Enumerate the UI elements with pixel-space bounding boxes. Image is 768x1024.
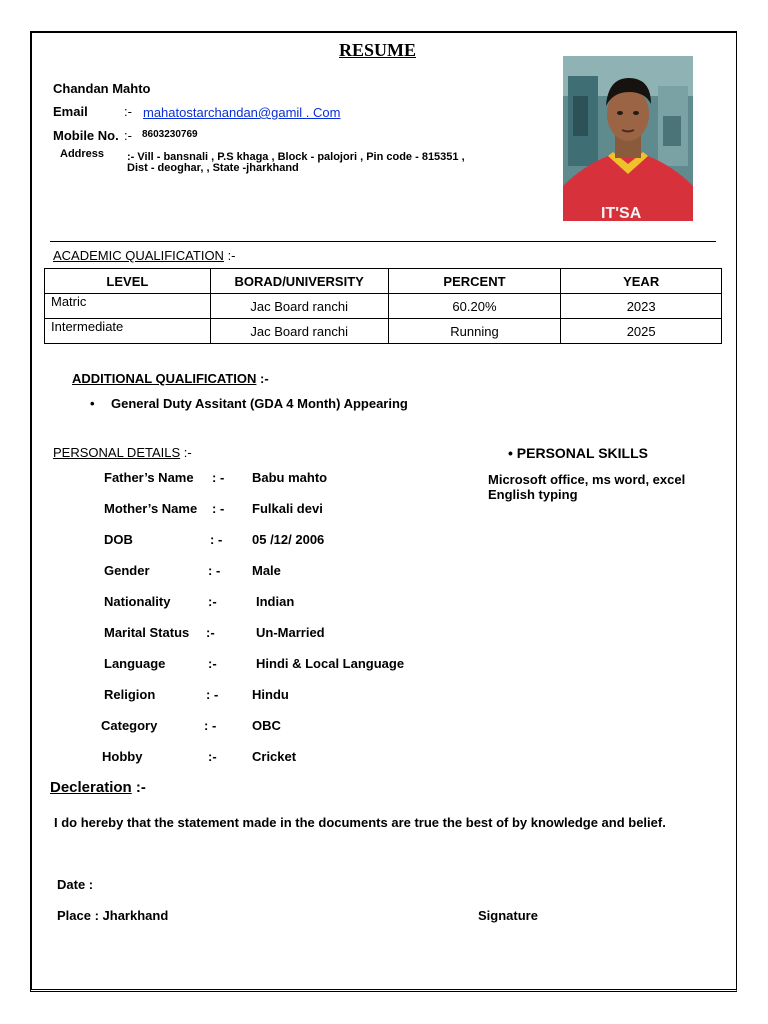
detail-label: Category: [101, 718, 158, 733]
academic-heading: [53, 248, 236, 263]
declaration-heading-suffix: :-: [131, 779, 146, 796]
profile-photo: [563, 56, 693, 221]
column-header-level: LEVEL: [45, 269, 211, 294]
table-cell-percent: 60.20%: [388, 294, 561, 319]
detail-value: Hindu: [252, 687, 289, 702]
personal-heading: [53, 445, 192, 460]
detail-separator: : -: [210, 532, 223, 547]
table-row: [45, 294, 722, 319]
table-cell-board: Jac Board ranchi: [210, 294, 388, 319]
detail-label: Gender: [104, 563, 150, 578]
academic-heading-text: ACADEMIC QUALIFICATION: [53, 248, 224, 263]
detail-separator: : -: [206, 687, 219, 702]
detail-value: Babu mahto: [252, 470, 328, 485]
mobile-label: Mobile No.: [53, 128, 119, 143]
detail-value: 05 /12/ 2006: [252, 532, 325, 547]
declaration-heading: [50, 779, 146, 796]
place-label: Place : Jharkhand: [57, 908, 169, 923]
skills-heading: • PERSONAL SKILLS: [508, 445, 648, 461]
column-header-percent: PERCENT: [388, 269, 561, 294]
date-label: Date :: [57, 877, 94, 892]
email-link[interactable]: mahatostarchandan@gamil . Com: [143, 105, 341, 120]
detail-value: Hindi & Local Language: [256, 656, 405, 671]
detail-separator: :-: [208, 594, 217, 609]
table-cell-board: Jac Board ranchi: [210, 319, 388, 344]
detail-value: Indian: [256, 594, 295, 609]
bullet-icon: •: [90, 396, 95, 411]
table-cell-level: Intermediate: [45, 319, 211, 344]
personal-heading-text: PERSONAL DETAILS: [53, 445, 181, 460]
mobile-value: 8603230769: [142, 129, 198, 140]
additional-heading-text: ADDITIONAL QUALIFICATION: [72, 371, 257, 386]
detail-value: Fulkali devi: [252, 501, 323, 516]
column-header-year: YEAR: [561, 269, 722, 294]
table-cell-percent: Running: [388, 319, 561, 344]
detail-separator: : -: [212, 501, 225, 516]
detail-label: Hobby: [102, 749, 143, 764]
detail-separator: :-: [206, 625, 215, 640]
detail-value: OBC: [252, 718, 281, 733]
declaration-text: I do hereby that the statement made in the documents are true the best of by knowledge and belief.: [54, 815, 666, 830]
address-line-1: :- Vill - bansnali , P.S khaga , Block - palojori , Pin code - 815351 ,: [127, 151, 465, 163]
detail-label: Marital Status: [104, 625, 190, 640]
address-label: Address: [60, 148, 105, 160]
detail-label: DOB: [104, 532, 133, 547]
table-header-row: [45, 269, 722, 294]
table-cell-level: Matric: [45, 294, 211, 319]
column-header-board: BORAD/UNIVERSITY: [210, 269, 388, 294]
address-line-2: Dist - deoghar, , State -jharkhand: [127, 162, 299, 174]
academic-heading-suffix: :-: [223, 248, 236, 263]
additional-heading-suffix: :-: [256, 371, 269, 386]
skills-line-1: Microsoft office, ms word, excel: [488, 472, 686, 487]
table-row: [45, 319, 722, 344]
detail-label: Nationality: [104, 594, 171, 609]
detail-separator: : -: [208, 563, 221, 578]
email-label: Email: [53, 104, 88, 119]
declaration-heading-text: Decleration: [50, 779, 132, 796]
detail-label: Mother’s Name: [104, 501, 198, 516]
signature-label: Signature: [478, 908, 538, 923]
svg-text:IT'SA: IT'SA: [601, 205, 642, 221]
detail-value: Un-Married: [256, 625, 325, 640]
academic-table: [44, 268, 722, 344]
detail-label: Father’s Name: [104, 470, 194, 485]
detail-separator: : -: [212, 470, 225, 485]
detail-label: Religion: [104, 687, 156, 702]
detail-value: Male: [252, 563, 281, 578]
detail-separator: :-: [208, 749, 217, 764]
email-separator: :-: [124, 104, 132, 119]
resume-title: RESUME: [339, 40, 417, 60]
mobile-separator: :-: [124, 128, 132, 143]
detail-label: Language: [104, 656, 166, 671]
detail-separator: : -: [204, 718, 217, 733]
detail-separator: :-: [208, 656, 217, 671]
header-divider: [50, 241, 716, 242]
skills-line-2: English typing: [488, 487, 578, 502]
table-cell-year: 2023: [561, 294, 722, 319]
table-cell-year: 2025: [561, 319, 722, 344]
detail-value: Cricket: [252, 749, 297, 764]
additional-heading: [72, 371, 269, 386]
candidate-name: Chandan Mahto: [53, 81, 151, 96]
personal-heading-suffix: :-: [180, 445, 192, 460]
additional-item: General Duty Assitant (GDA 4 Month) Appearing: [111, 396, 408, 411]
